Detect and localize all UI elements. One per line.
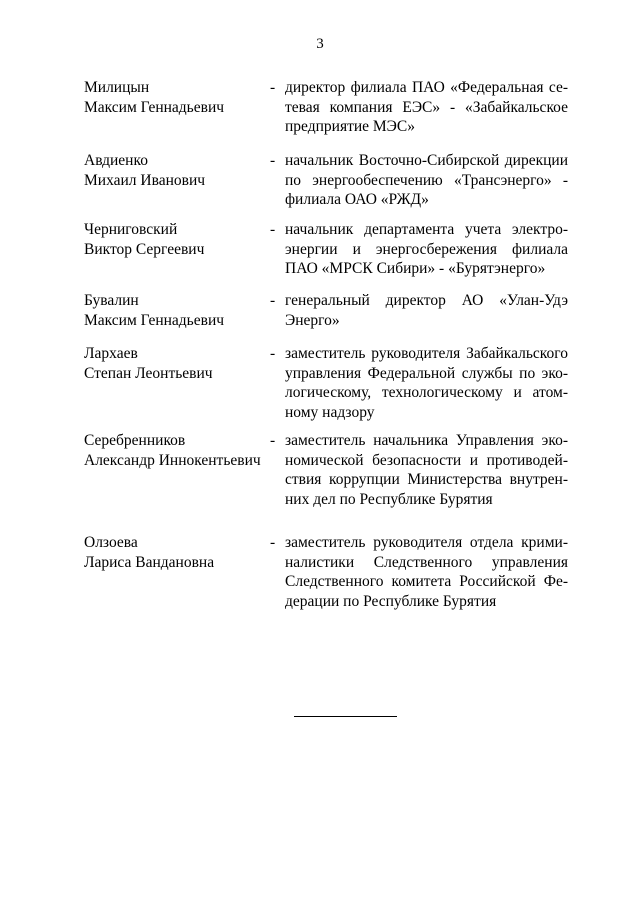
- member-name: [84, 220, 264, 259]
- separator-dash: -: [270, 292, 276, 309]
- page-number: 3: [316, 36, 324, 52]
- member-given-names: Александр Иннокентьевич: [84, 451, 261, 469]
- member-role: [285, 151, 568, 210]
- member-given-names: Виктор Сергеевич: [84, 240, 205, 258]
- member-surname: Лархаев: [84, 345, 138, 362]
- separator-dash: -: [270, 432, 276, 449]
- member-role: [285, 220, 568, 279]
- role-line: директор филиала ПАО «Федеральная се-: [285, 79, 568, 96]
- role-line: заместитель начальника Управления эко-: [285, 432, 568, 449]
- role-line: ствия коррупции Министерства внутрен-: [285, 471, 568, 488]
- role-line: предприятие МЭС»: [285, 118, 416, 135]
- member-given-names: Степан Леонтьевич: [84, 364, 213, 382]
- role-line: по энергообеспечению «Трансэнерго» -: [285, 171, 568, 189]
- role-line: генеральный директор АО «Улан-Удэ: [285, 292, 568, 309]
- member-given-names: Лариса Вандановна: [84, 553, 215, 571]
- role-line: начальник Восточно-Сибирской дирекции: [285, 152, 568, 169]
- member-role: [285, 344, 568, 422]
- member-surname: Бувалин: [84, 292, 139, 309]
- member-role: [285, 431, 568, 509]
- member-name: [84, 151, 264, 190]
- role-line: них дел по Республике Бурятия: [285, 490, 493, 508]
- separator-dash: -: [270, 345, 276, 362]
- role-line: Энерго»: [285, 311, 340, 329]
- member-name: [84, 78, 264, 117]
- closing-rule: [294, 716, 397, 717]
- role-line: филиала ОАО «РЖД»: [285, 191, 429, 208]
- member-role: [285, 533, 568, 611]
- member-name: [84, 291, 264, 330]
- role-line: номической безопасности и противодей-: [285, 451, 568, 469]
- member-role: [285, 291, 568, 330]
- member-surname: Милицын: [84, 79, 150, 96]
- member-role: [285, 78, 568, 137]
- member-surname: Черниговский: [84, 221, 178, 238]
- separator-dash: -: [270, 152, 276, 169]
- member-given-names: Максим Геннадьевич: [84, 98, 225, 116]
- separator-dash: -: [270, 79, 276, 96]
- role-line: логическому, технологическому и атом-: [285, 384, 568, 401]
- role-line: управления Федеральной службы по эко-: [285, 364, 568, 382]
- role-line: энергии и энергосбережения филиала: [285, 240, 568, 258]
- member-name: [84, 344, 264, 383]
- role-line: ПАО «МРСК Сибири» - «Бурятэнерго»: [285, 260, 546, 277]
- role-line: заместитель руководителя Забайкальского: [285, 345, 568, 362]
- role-line: тевая компания ЕЭС» - «Забайкальское: [285, 98, 568, 116]
- member-name: [84, 533, 264, 572]
- member-surname: Серебренников: [84, 432, 186, 449]
- role-line: дерации по Республике Бурятия: [285, 592, 497, 610]
- member-surname: Олзоева: [84, 534, 138, 551]
- role-line: ному надзору: [285, 403, 375, 421]
- role-line: Следственного комитета Российской Фе-: [285, 573, 568, 590]
- role-line: заместитель руководителя отдела крими-: [285, 534, 568, 551]
- separator-dash: -: [270, 534, 276, 551]
- role-line: начальник департамента учета электро-: [285, 221, 568, 238]
- member-surname: Авдиенко: [84, 152, 148, 169]
- member-name: [84, 431, 264, 470]
- member-given-names: Максим Геннадьевич: [84, 311, 225, 329]
- separator-dash: -: [270, 221, 276, 238]
- role-line: налистики Следственного управления: [285, 553, 568, 571]
- member-given-names: Михаил Иванович: [84, 171, 206, 189]
